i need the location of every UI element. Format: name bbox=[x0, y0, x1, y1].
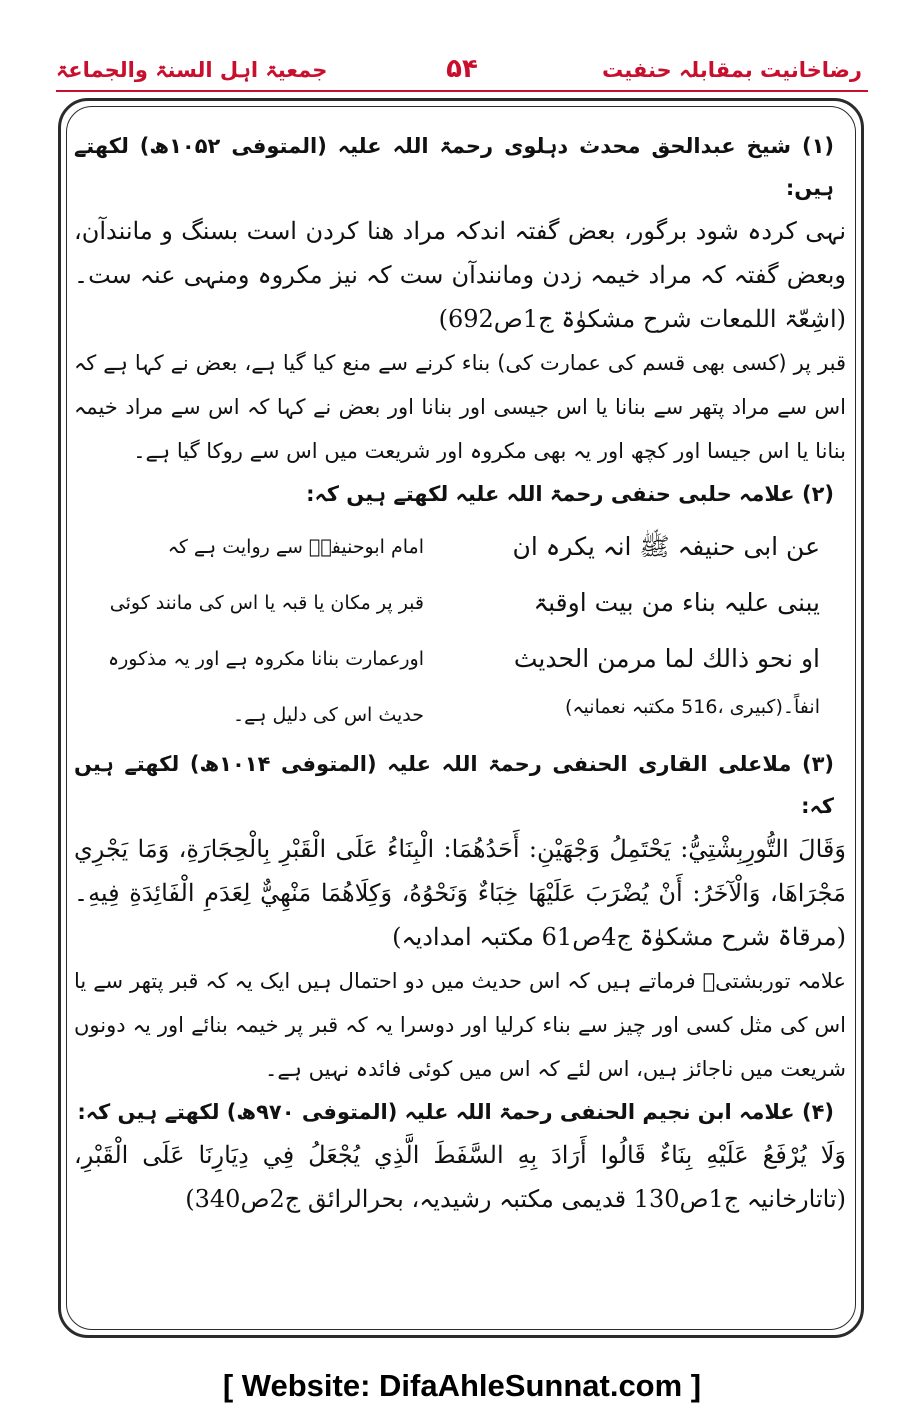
arabic-line: او نحو ذالك لما مرمن الحدیث bbox=[513, 644, 820, 673]
page-content bbox=[74, 125, 846, 1221]
website-footer: [ Website: DifaAhleSunnat.com ] bbox=[222, 1368, 702, 1403]
urdu-line: امام ابوحنیفہؒ سے روایت ہے کہ bbox=[167, 536, 424, 558]
section-2-urdu-column bbox=[74, 519, 424, 743]
section-2-reference: انفاً۔(کبیری ،516 مکتبہ نعمانیہ) bbox=[565, 696, 820, 718]
header-rule bbox=[56, 90, 868, 92]
section-3-title: (۳) ملاعلی القاری الحنفی رحمۃ اللہ علیہ (المتوفی ۱۰۱۴ھ) لکھتے ہیں کہ: bbox=[74, 752, 834, 818]
header-book-title: رضاخانیت بمقابلہ حنفیت bbox=[602, 58, 862, 82]
arabic-line: عن ابی حنیفہ ﷺ انہ یکرہ ان bbox=[512, 532, 820, 561]
page-number: ۵۴ bbox=[446, 54, 478, 84]
section-1-persian-quote: نہی کردہ شود برگور، بعض گفتہ اندکہ مراد ھنا کردن است بسنگ و مانندآن، وبعض گفتہ کہ مراد خیمہ زدن ومانندآن ست کہ نیز مکروہ ومنہی عنہ ست۔ (اشِعّۃ اللمعات شرح مشکوٰۃ ج1ص692) bbox=[74, 217, 846, 333]
section-3-urdu-translation: علامہ توربشتیؒ فرماتے ہیں کہ اس حدیث میں دو احتمال ہیں ایک یہ کہ قبر پتھر سے یا اس کی مثل کسی اور چیز سے بناء کرلیا اور دوسرا یہ کہ قبر پر خیمہ بنائے اور یہ دونوں شریعت میں ناجائز ہیں، اس لئے کہ اس میں کوئی فائدہ نہیں ہے۔ bbox=[74, 969, 846, 1081]
arabic-line: یبنی علیہ بناء من بیت اوقبۃ bbox=[533, 588, 820, 617]
urdu-line: اورعمارت بنانا مکروہ ہے اور یہ مذکورہ bbox=[107, 648, 424, 670]
section-2-arabic-column bbox=[460, 519, 846, 743]
section-2-columns bbox=[74, 519, 846, 743]
section-4-title: (۴) علامہ ابن نجیم الحنفی رحمۃ اللہ علیہ (المتوفی ۹۷۰ھ) لکھتے ہیں کہ: bbox=[77, 1100, 834, 1124]
header-org-name: جمعیۃ اہل السنۃ والجماعۃ bbox=[56, 58, 328, 82]
urdu-line: حدیث اس کی دلیل ہے۔ bbox=[233, 704, 424, 726]
section-3-arabic-quote: وَقَالَ التُّورِبِشْتِيُّ: يَحْتَمِلُ وَجْهَيْنِ: أَحَدُهُمَا: الْبِنَاءُ عَلَى الْقَبْرِ بِالْحِجَارَةِ، وَمَا يَجْرِي مَجْرَاهَا، وَالْآخَرُ: أَنْ يُضْرَبَ عَلَيْهَا خِبَاءٌ وَنَحْوُهُ، وَكِلَاهُمَا مَنْهِيٌّ لِعَدَمِ الْفَائِدَةِ فِيهِ۔ (مرقاۃ شرح مشکوٰۃ ج4ص61 مکتبہ امدادیہ) bbox=[74, 835, 846, 951]
section-1-urdu-translation: قبر پر (کسی بھی قسم کی عمارت کی) بناء کرنے سے منع کیا گیا ہے، بعض نے کہا ہے کہ اس سے مراد پتھر سے بنانا یا اس جیسی اور بنانا اور بعض نے کہا کہ اس سے مراد خیمہ بنانا یا اس جیسا اور کچھ اور یہ بھی مکروہ اور شریعت میں اس سے روکا گیا ہے۔ bbox=[74, 351, 846, 463]
section-1-title: (۱) شیخ عبدالحق محدث دہلوی رحمۃ اللہ علیہ (المتوفی ۱۰۵۲ھ) لکھتے ہیں: bbox=[74, 134, 834, 200]
section-4-arabic-quote: وَلَا يُرْفَعُ عَلَيْهِ بِنَاءٌ قَالُوا أَرَادَ بِهِ السَّفَطَ الَّذِي يُجْعَلُ فِي دِيَارِنَا عَلَى الْقَبْرِ، (تاتارخانیہ ج1ص130 قدیمی مکتبہ رشیدیہ، بحرالرائق ج2ص340) bbox=[74, 1141, 846, 1213]
urdu-line: قبر پر مکان یا قبہ یا اس کی مانند کوئی bbox=[109, 592, 424, 614]
section-2-title: (۲) علامہ حلبی حنفی رحمۃ اللہ علیہ لکھتے ہیں کہ: bbox=[306, 482, 834, 506]
